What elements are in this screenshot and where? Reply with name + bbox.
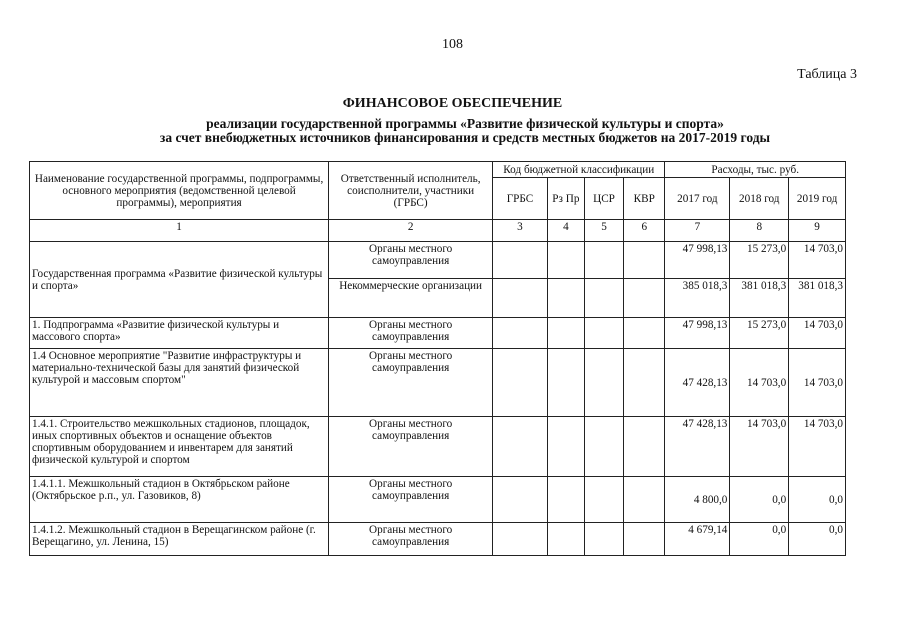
header-2017: 2017 год [665,178,730,220]
row-executor: Органы местного самоуправления [329,477,493,523]
row-2019: 381 018,3 [789,279,846,318]
index-cell: 9 [789,220,846,242]
index-cell: 1 [30,220,329,242]
row-name: Государственная программа «Развитие физической культуры и спорта» [30,242,329,318]
row-2018: 14 703,0 [730,417,789,477]
row-name: 1.4.1. Строительство межшкольных стадионов, площадок, иных спортивных объектов и оснащение объектов спортивным оборудованием и инвентарем для занятий физической культурой и спортом [30,417,329,477]
row-2018: 381 018,3 [730,279,789,318]
header-executor: Ответственный исполнитель, соисполнители, участники (ГРБС) [329,162,493,220]
row-2019: 14 703,0 [789,242,846,279]
table-row [30,477,846,523]
header-2019: 2019 год [789,178,846,220]
row-name: 1.4.1.1. Межшкольный стадион в Октябрьском районе (Октябрьское р.п., ул. Газовиков, 8) [30,477,329,523]
row-2017: 4 800,0 [665,477,730,523]
header-grbs: ГРБС [493,178,548,220]
header-name: Наименование государственной программы, подпрограммы, основного мероприятия (ведомственной целевой программы), мероприятия [30,162,329,220]
table-row [30,242,846,279]
row-2018: 15 273,0 [730,242,789,279]
row-2017: 47 998,13 [665,242,730,279]
row-executor: Органы местного самоуправления [329,318,493,349]
row-2017: 385 018,3 [665,279,730,318]
header-expenses: Расходы, тыс. руб. [665,162,846,178]
document-title: ФИНАНСОВОЕ ОБЕСПЕЧЕНИЕ [342,96,563,111]
row-executor: Органы местного самоуправления [329,242,493,279]
document-subtitle [0,117,905,145]
row-2017: 47 428,13 [665,417,730,477]
row-2017: 47 428,13 [665,349,730,417]
index-cell: 7 [665,220,730,242]
table-row [30,349,846,417]
subtitle-line-1: реализации государственной программы «Развитие физической культуры и спорта» [206,116,724,131]
row-2018: 15 273,0 [730,318,789,349]
table-row [30,523,846,556]
row-2018: 0,0 [730,523,789,556]
row-2017: 47 998,13 [665,318,730,349]
row-2019: 0,0 [789,523,846,556]
row-name: 1.4.1.2. Межшкольный стадион в Верещагинском районе (г. Верещагино, ул. Ленина, 15) [30,523,329,556]
table-row [30,318,846,349]
index-cell: 6 [624,220,665,242]
header-kvr: КВР [624,178,665,220]
row-name: 1. Подпрограмма «Развитие физической культуры и массового спорта» [30,318,329,349]
row-2018: 14 703,0 [730,349,789,417]
row-executor: Некоммерческие организации [329,279,493,318]
header-rzpr: Рз Пр [547,178,584,220]
row-2019: 14 703,0 [789,417,846,477]
index-cell: 5 [584,220,623,242]
row-2019: 14 703,0 [789,318,846,349]
header-csr: ЦСР [584,178,623,220]
index-cell: 2 [329,220,493,242]
table-row [30,417,846,477]
table-label: Таблица 3 [797,67,857,82]
row-executor: Органы местного самоуправления [329,417,493,477]
financing-table [29,161,846,556]
subtitle-line-2: за счет внебюджетных источников финансирования и средств местных бюджетов на 2017-2019 годы [159,130,771,145]
row-2019: 0,0 [789,477,846,523]
row-executor: Органы местного самоуправления [329,349,493,417]
header-budget-code: Код бюджетной классификации [493,162,665,178]
row-2019: 14 703,0 [789,349,846,417]
index-cell: 8 [730,220,789,242]
header-2018: 2018 год [730,178,789,220]
index-cell: 3 [493,220,548,242]
row-2018: 0,0 [730,477,789,523]
row-2017: 4 679,14 [665,523,730,556]
row-executor: Органы местного самоуправления [329,523,493,556]
page-number: 108 [442,37,463,52]
column-index-row [30,220,846,242]
index-cell: 4 [547,220,584,242]
row-name: 1.4 Основное мероприятие "Развитие инфраструктуры и материально-технической базы для занятий физической культурой и массовым спортом" [30,349,329,417]
